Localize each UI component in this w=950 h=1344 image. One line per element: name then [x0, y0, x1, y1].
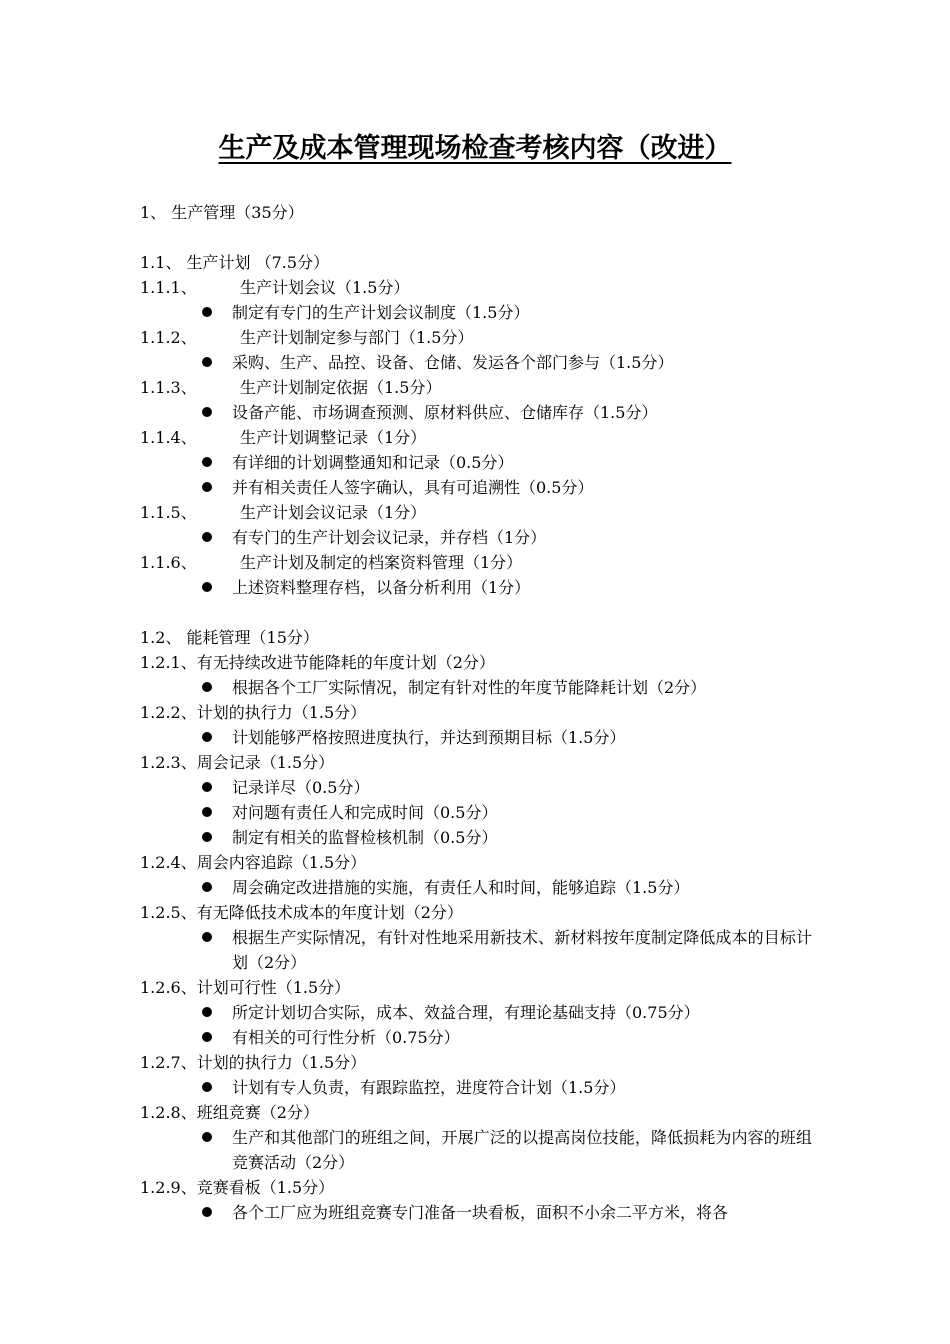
bullet-item: 周会确定改进措施的实施，有责任人和时间，能够追踪（1.5分）	[140, 875, 820, 900]
bullet-icon	[202, 1075, 232, 1100]
bullet-item: 各个工厂应为班组竞赛专门准备一块看板，面积不小余二平方米，将各	[140, 1200, 820, 1225]
bullet-item: 设备产能、市场调查预测、原材料供应、仓储库存（1.5分）	[140, 400, 820, 425]
item-heading: 1.2.9、竞赛看板（1.5分）	[140, 1178, 335, 1197]
bullet-icon	[202, 575, 232, 600]
bullet-icon	[202, 1000, 232, 1025]
item-heading: 1.2.6、计划可行性（1.5分）	[140, 978, 351, 997]
bullet-icon	[202, 800, 232, 825]
bullet-item: 制定有相关的监督检核机制（0.5分）	[140, 825, 820, 850]
bullet-item: 计划能够严格按照进度执行，并达到预期目标（1.5分）	[140, 725, 820, 750]
bullet-item: 有专门的生产计划会议记录，并存档（1分）	[140, 525, 820, 550]
document-title: 生产及成本管理现场检查考核内容（改进）	[218, 133, 732, 164]
bullet-icon	[202, 475, 232, 500]
bullet-icon	[202, 525, 232, 550]
bullet-item: 采购、生产、品控、设备、仓储、发运各个部门参与（1.5分）	[140, 350, 820, 375]
item-heading: 1.1.3、 生产计划制定依据（1.5分）	[140, 378, 442, 397]
bullet-item: 根据生产实际情况，有针对性地采用新技术、新材料按年度制定降低成本的目标计划（2分）	[140, 925, 820, 975]
document-body	[140, 200, 820, 1225]
bullet-icon	[202, 300, 232, 325]
bullet-icon	[202, 1125, 232, 1175]
bullet-icon	[202, 775, 232, 800]
bullet-item: 并有相关责任人签字确认，具有可追溯性（0.5分）	[140, 475, 820, 500]
bullet-item: 记录详尽（0.5分）	[140, 775, 820, 800]
bullet-icon	[202, 450, 232, 475]
bullet-icon	[202, 350, 232, 375]
item-heading: 1.2.5、有无降低技术成本的年度计划（2分）	[140, 903, 463, 922]
bullet-item: 对问题有责任人和完成时间（0.5分）	[140, 800, 820, 825]
item-heading: 1.1.5、 生产计划会议记录（1分）	[140, 503, 427, 522]
bullet-icon	[202, 875, 232, 900]
bullet-item: 制定有专门的生产计划会议制度（1.5分）	[140, 300, 820, 325]
item-heading: 1.2.2、计划的执行力（1.5分）	[140, 703, 367, 722]
bullet-icon	[202, 925, 232, 975]
bullet-item: 计划有专人负责，有跟踪监控，进度符合计划（1.5分）	[140, 1075, 820, 1100]
bullet-item: 上述资料整理存档，以备分析利用（1分）	[140, 575, 820, 600]
bullet-icon	[202, 825, 232, 850]
bullet-item: 根据各个工厂实际情况，制定有针对性的年度节能降耗计划（2分）	[140, 675, 820, 700]
item-heading: 1.2.7、计划的执行力（1.5分）	[140, 1053, 367, 1072]
bullet-item: 所定计划切合实际，成本、效益合理，有理论基础支持（0.75分）	[140, 1000, 820, 1025]
bullet-icon	[202, 675, 232, 700]
bullet-icon	[202, 1200, 232, 1225]
subsection-heading: 1.1、 生产计划 （7.5分）	[140, 253, 330, 272]
section-heading: 1、 生产管理（35分）	[140, 203, 304, 222]
item-heading: 1.1.6、 生产计划及制定的档案资料管理（1分）	[140, 553, 523, 572]
item-heading: 1.2.4、周会内容追踪（1.5分）	[140, 853, 367, 872]
item-heading: 1.2.3、周会记录（1.5分）	[140, 753, 335, 772]
item-heading: 1.1.2、 生产计划制定参与部门（1.5分）	[140, 328, 474, 347]
bullet-item: 有详细的计划调整通知和记录（0.5分）	[140, 450, 820, 475]
item-heading: 1.1.4、 生产计划调整记录（1分）	[140, 428, 427, 447]
item-heading: 1.1.1、 生产计划会议（1.5分）	[140, 278, 410, 297]
bullet-item: 有相关的可行性分析（0.75分）	[140, 1025, 820, 1050]
bullet-icon	[202, 400, 232, 425]
bullet-icon	[202, 1025, 232, 1050]
subsection-heading: 1.2、 能耗管理（15分）	[140, 628, 319, 647]
item-heading: 1.2.8、班组竞赛（2分）	[140, 1103, 319, 1122]
item-heading: 1.2.1、有无持续改进节能降耗的年度计划（2分）	[140, 653, 495, 672]
bullet-item: 生产和其他部门的班组之间，开展广泛的以提高岗位技能，降低损耗为内容的班组竞赛活动（2分）	[140, 1125, 820, 1175]
bullet-icon	[202, 725, 232, 750]
